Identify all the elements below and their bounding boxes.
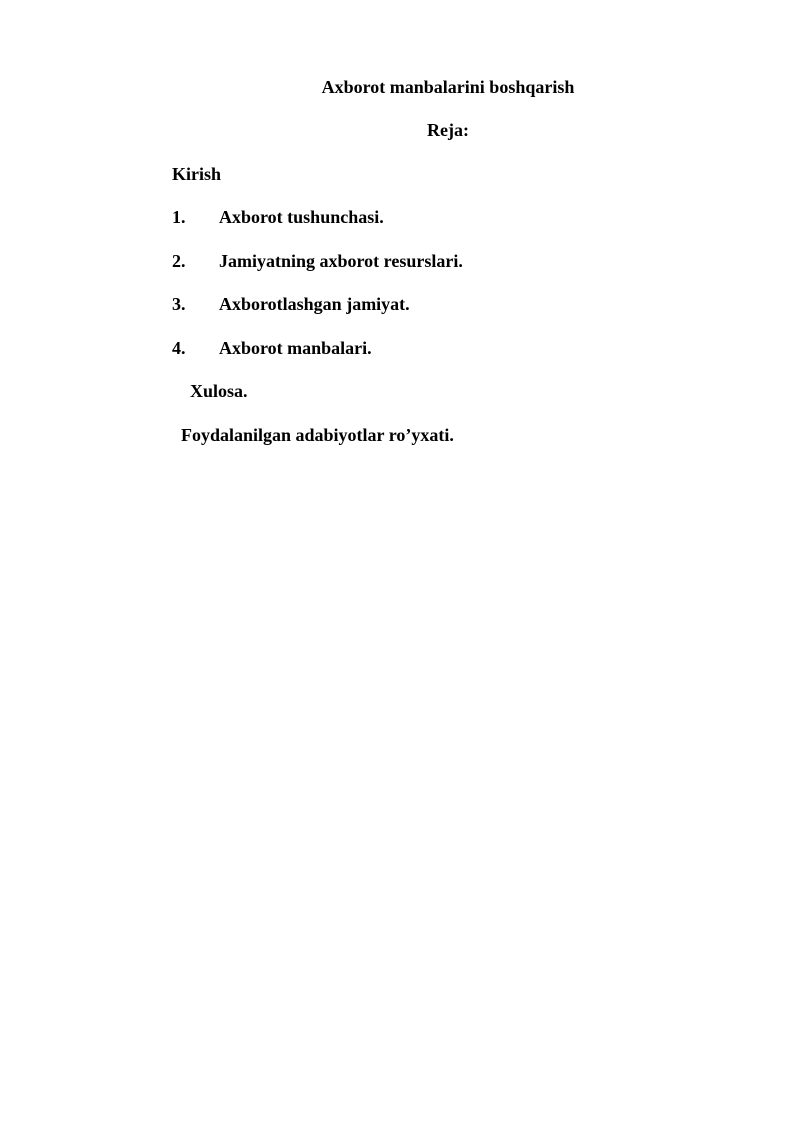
plan-item-number: 2. [172,251,186,271]
plan-item-number: 3. [172,294,186,314]
plan-item [172,250,463,272]
document-title: Axborot manbalarini boshqarish [321,77,575,97]
references-item: Foydalanilgan adabiyotlar ro’yxati. [181,425,454,445]
plan-item-text: Axborot tushunchasi. [219,207,384,227]
plan-item-text: Jamiyatning axborot resurslari. [219,251,463,271]
plan-item-text: Axborot manbalari. [219,338,372,358]
plan-item-number: 1. [172,207,186,227]
conclusion-item: Xulosa. [190,381,248,401]
plan-item-text: Axborotlashgan jamiyat. [219,294,410,314]
plan-heading: Reja: [427,120,469,140]
plan-item [172,293,410,315]
plan-item-number: 4. [172,338,186,358]
intro-item: Kirish [172,164,222,184]
plan-item [172,337,372,359]
plan-item [172,206,384,228]
